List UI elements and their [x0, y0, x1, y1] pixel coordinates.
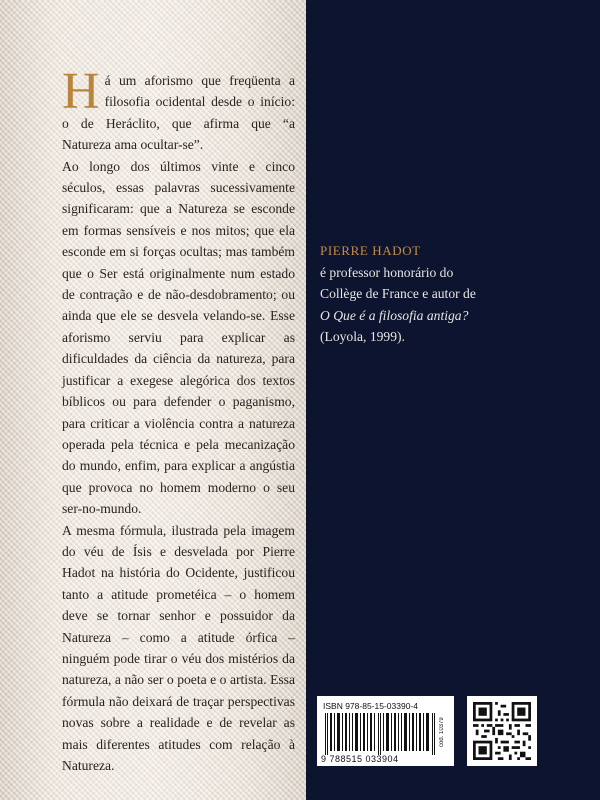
product-code: cod. 10379 — [439, 717, 445, 747]
isbn-label: ISBN 978-85-15-03390-4 — [323, 701, 418, 711]
author-book-title: O Que é a filosofia antiga? — [320, 307, 469, 323]
drop-cap: H — [62, 63, 100, 120]
barcode-digits: 9 788515 033904 — [321, 754, 399, 764]
synopsis-paragraph-3: A mesma fórmula, ilustrada pela imagem do véu de Ísis e desvelada por Pierre Hadot na história do Ocidente, justificou tanto a atitude prometéica – o homem deve se tornar senhor e possuidor da Natureza – como a atitude órfica – ninguém pode tirar o véu dos mistérios da natureza, a não ser o poeta e o artista. Essa fórmula não deixará de traçar perspectivas novas sobre a realidade e de revelar as mais diferentes atitudes com relação à Natureza. — [62, 522, 295, 773]
barcode-icon — [325, 713, 437, 755]
synopsis-paragraph-1 — [62, 63, 295, 156]
paragraph-1-text: á um aforismo que freqüenta a filosofia ocidental desde o início: o de Heráclito, que afirma que “a Natureza ama ocultar-se”. — [62, 73, 295, 153]
qr-code-icon — [473, 702, 531, 760]
author-bio — [320, 240, 590, 348]
synopsis-text — [62, 63, 295, 776]
author-bio-line-1: é professor honorário do — [320, 264, 454, 280]
qr-code-box — [467, 696, 537, 766]
navy-panel — [306, 0, 600, 800]
author-bio-line-2: Collège de France e autor de — [320, 286, 476, 301]
isbn-barcode-box — [317, 696, 454, 766]
author-publisher-year: (Loyola, 1999). — [320, 329, 405, 344]
author-name: PIERRE HADOT — [320, 243, 421, 258]
synopsis-paragraph-2: Ao longo dos últimos vinte e cinco séculos, essas palavras sucessivamente significaram: que a Natureza se esconde em formas sensíveis e nos mitos; que ela esconde em si forças ocultas; mas também que o Ser está originalmente num estado de contração e de não-desdobramento; ou ainda que ele se desvela velando-se. Esse aforismo serviu para explicar as dificuldades da ciência da natureza, para justificar a exegese alegórica dos textos bíblicos ou para defender o paganismo, para criticar a violência contra a natureza operada pela técnica e pela mecanização do mundo, enfim, para explicar a angústia que provoca no homem moderno o seu ser-no-mundo. — [62, 158, 295, 517]
